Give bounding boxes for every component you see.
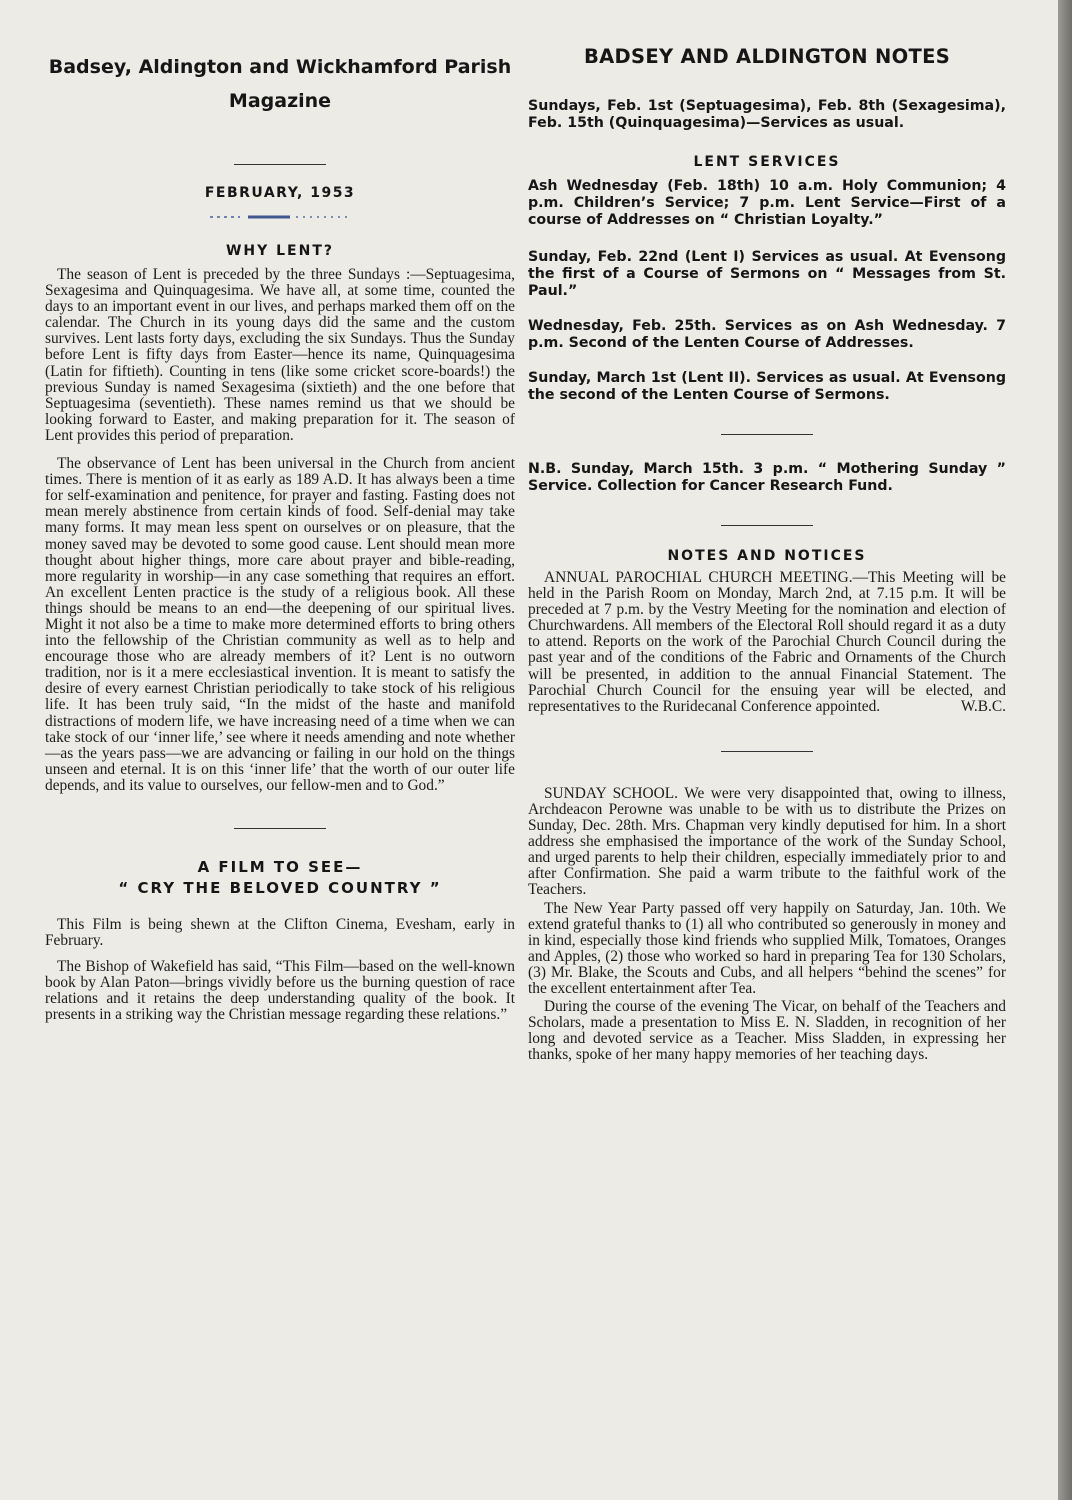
notice-march-1: Sunday, March 1st (Lent II). Services as usual. At Evensong the second of the Lenten Course of Sermons. — [528, 370, 1006, 403]
sunday-school-title: SUNDAY SCHOOL. — [544, 784, 679, 802]
notice-feb-22: Sunday, Feb. 22nd (Lent I) Services as usual. At Evensong the first of a Course of Sermons on “ Messages from St. Paul.” — [528, 249, 1006, 299]
sunday-school-text: We were very disappointed that, owing to illness, Archdeacon Perowne was unable to be with us to distribute the Prizes on Sunday, Dec. 28th. Mrs. Chapman very kindly deputised for him. In a short address she emphasised the importance of the work of the Sunday School, and urged parents to help their children, especially immediately prior to and after Confirmation. She paid a warm tribute to the faithful work of the Teachers. — [528, 784, 1006, 899]
notes-and-notices-heading: NOTES AND NOTICES — [667, 548, 867, 564]
divider — [721, 434, 813, 435]
divider — [234, 164, 326, 165]
magazine-title-line2: Magazine — [228, 90, 332, 112]
why-lent-paragraph-1: The season of Lent is preceded by the three Sundays :—Septuagesima, Sexagesima and Quinquagesima. We have all, at some time, counted the days to an important event in our lives, and perhaps marked them off on the calendar. The Church in its young days did the same and the custom survives. Lent lasts forty days, excluding the six Sundays. Thus the Sunday before Lent is fifty days from Easter—hence its name, Quinquagesima (Latin for fiftieth). Counting in tens (like some cricket score-boards!) the previous Sunday is named Sexagesima (sixtieth) and the one before that Septuagesima (seventieth). These names remind us that we should be looking forward to Easter, and making preparation for it. The season of Lent provides this period of preparation. — [45, 266, 515, 444]
magazine-title-line1: Badsey, Aldington and Wickhamford Parish — [48, 56, 512, 78]
why-lent-paragraph-2: The observance of Lent has been universal in the Church from ancient times. There is mention of it as early as 189 A.D. It has always been a time for self-examination and penitence, for prayer and fasting. Fasting does not mean merely abstinence from certain kinds of food. Self-denial may take many forms. It may mean less spent on ourselves or on pleasure, that the money saved may be devoted to some good cause. Lent should mean more thought about higher things, more care about prayer and bible-reading, more regularity in worship—in any case something that requires an effort. An excellent Lenten practice is the study of a religious book. All these things should be means to an end—the deepening of our spiritual lives. Might it not also be a time to make more determined efforts to bring others into the fellowship of the Christian community as well as to help and encourage those who are already members of it? Lent is no outworn tradition, nor is it a mere ecclesiastical invention. It is meant to satisfy the desire of every earnest Christian periodically to take stock of his religious life. It has been truly said, “In the midst of the haste and manifold distractions of modern life, we have increasing need of a time when we can take stock of our ‘inner life,’ see where it needs amending and note whether—as the years pass—we are advancing or failing in our hold on the things unseen and eternal. It is on this ‘inner life’ that the worth of our outer life depends, and its value to ourselves, our fellow-men and to God.” — [45, 455, 515, 794]
film-heading-line2: “ CRY THE BELOVED COUNTRY ” — [118, 879, 442, 897]
issue-date: FEBRUARY, 1953 — [204, 185, 356, 201]
notice-feb-25: Wednesday, Feb. 25th. Services as on Ash Wednesday. 7 p.m. Second of the Lenten Course of Addresses. — [528, 318, 1006, 351]
sunday-school-paragraph-3: During the course of the evening The Vicar, on behalf of the Teachers and Scholars, made a presentation to Miss E. N. Sladden, in recognition of her long and devoted service as a Teacher. Miss Sladden, in expressing her thanks, spoke of her many happy memories of her teaching days. — [528, 998, 1006, 1064]
lent-services-heading: LENT SERVICES — [693, 154, 841, 170]
page-edge-shadow — [1058, 0, 1072, 1500]
notice-ash-wednesday: Ash Wednesday (Feb. 18th) 10 a.m. Holy Communion; 4 p.m. Children’s Service; 7 p.m. Lent Service—First of a course of Addresses on “ Christian Loyalty.” — [528, 178, 1006, 228]
film-paragraph-1: This Film is being shewn at the Clifton Cinema, Evesham, early in February. — [45, 916, 515, 950]
why-lent-heading: WHY LENT? — [225, 243, 335, 259]
annual-meeting-signature: W.B.C. — [960, 697, 1006, 715]
decorative-dashes — [45, 213, 515, 227]
annual-meeting-title: ANNUAL PAROCHIAL CHURCH MEETING. — [544, 569, 853, 586]
sunday-school-paragraph-1 — [528, 786, 1006, 899]
notes-title: BADSEY AND ALDINGTON NOTES — [583, 45, 951, 68]
divider — [234, 828, 326, 829]
divider — [721, 525, 813, 526]
annual-meeting-text: —This Meeting will be held in the Parish Room on Monday, March 2nd, at 7.15 p.m. It will be preceded at 7 p.m. by the Vestry Meeting for the nomination and election of Churchwardens. All members of the Electoral Roll should regard it as a duty to attend. Reports on the work of the Parochial Church Council during the past year and of the conditions of the Fabric and Ornaments of the Church will be presented, in addition to the annual Financial Statement. The Parochial Church Council for the ensuing year will be elected, and representatives to the Ruridecanal Conference appointed. — [528, 569, 1006, 715]
film-paragraph-2: The Bishop of Wakefield has said, “This Film—based on the well-known book by Alan Paton—brings vividly before us the burning question of race relations and it retains the deep understanding quality of the book. It presents in a striking way the Christian message regarding these relations.” — [45, 958, 515, 1024]
divider — [721, 751, 813, 752]
film-heading-line1: A FILM TO SEE— — [197, 858, 363, 876]
left-column — [45, 50, 515, 1024]
notice-mothering-sunday: N.B. Sunday, March 15th. 3 p.m. “ Mothering Sunday ” Service. Collection for Cancer Research Fund. — [528, 461, 1006, 494]
ink-dash-ornament — [210, 213, 350, 221]
notice-sundays: Sundays, Feb. 1st (Septuagesima), Feb. 8th (Sexagesima), Feb. 15th (Quinquagesima)—Services as usual. — [528, 98, 1006, 131]
annual-meeting-notice — [528, 570, 1006, 715]
sunday-school-paragraph-2: The New Year Party passed off very happily on Saturday, Jan. 10th. We extend grateful thanks to (1) all who contributed so generously in money and in kind, especially those kind friends who supplied Milk, Tomatoes, Oranges and Apples, (2) those who worked so hard in preparing Tea for 130 Scholars, (3) Mr. Blake, the Scouts and Cubs, and all helpers “behind the scenes” for the excellent entertainment after Tea. — [528, 899, 1006, 997]
right-column — [528, 45, 1006, 1063]
